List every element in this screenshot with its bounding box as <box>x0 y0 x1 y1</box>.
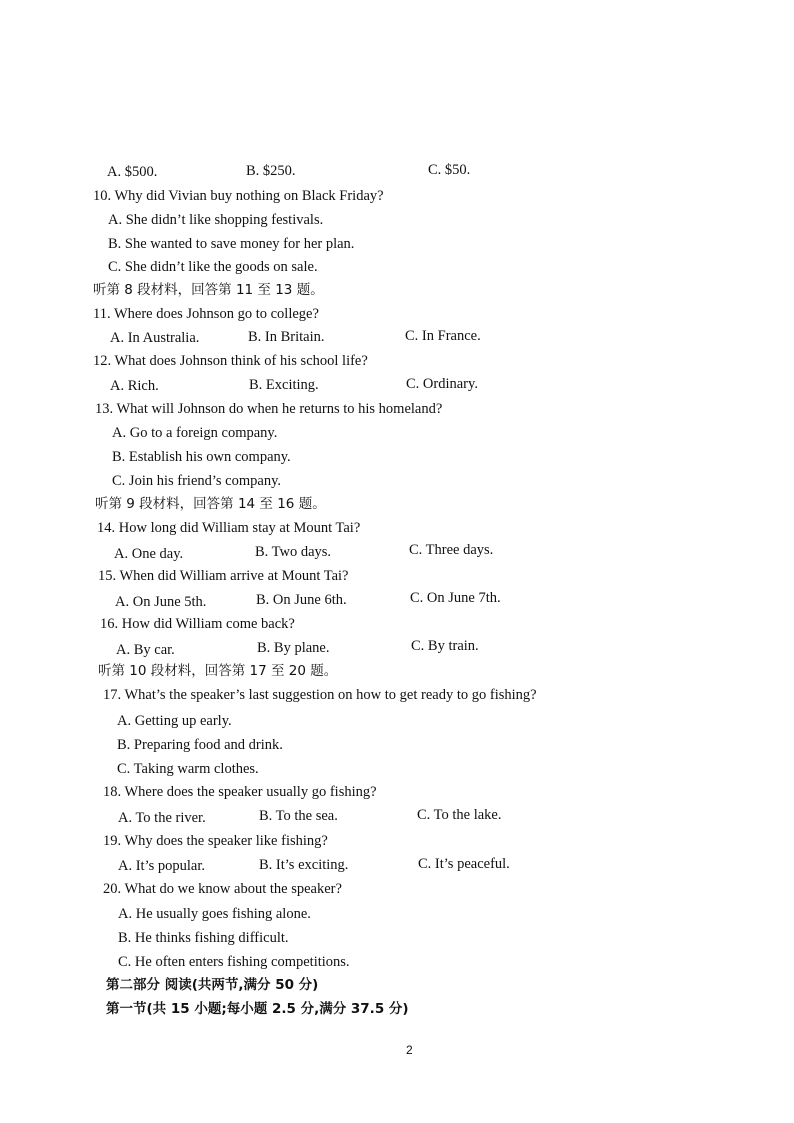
q16-option-b: B. By plane. <box>257 640 330 656</box>
q14-option-c: C. Three days. <box>409 542 494 558</box>
q19-option-a: A. It’s popular. <box>118 858 205 874</box>
q18-option-b: B. To the sea. <box>259 808 338 824</box>
q12-option-c: C. Ordinary. <box>406 376 478 392</box>
q19-option-b: B. It’s exciting. <box>259 857 349 873</box>
q18-option-c: C. To the lake. <box>417 807 502 823</box>
q13-option-c: C. Join his friend’s company. <box>112 473 282 489</box>
section-9-instruction: 听第 9 段材料，回答第 14 至 16 题。 <box>95 496 326 512</box>
q13-option-a: A. Go to a foreign company. <box>112 425 278 441</box>
q17-option-a: A. Getting up early. <box>117 713 232 729</box>
q14-option-b: B. Two days. <box>255 544 332 560</box>
q20-option-b: B. He thinks fishing difficult. <box>118 930 289 946</box>
q19-stem: 19. Why does the speaker like fishing? <box>103 833 328 849</box>
q17-option-b: B. Preparing food and drink. <box>117 737 283 753</box>
q14-option-a: A. One day. <box>114 546 184 562</box>
q9-option-a: A. $500. <box>107 164 158 180</box>
q12-option-b: B. Exciting. <box>249 377 319 393</box>
q17-stem: 17. What’s the speaker’s last suggestion on how to get ready to go fishing? <box>103 687 537 703</box>
q11-option-c: C. In France. <box>405 328 481 344</box>
q20-stem: 20. What do we know about the speaker? <box>103 881 342 897</box>
page-number: 2 <box>406 1043 413 1057</box>
part-2-section-1-heading: 第一节(共 15 小题;每小题 2.5 分,满分 37.5 分) <box>106 1001 409 1017</box>
q9-option-b: B. $250. <box>246 163 296 179</box>
q13-stem: 13. What will Johnson do when he returns to his homeland? <box>95 401 443 417</box>
q11-stem: 11. Where does Johnson go to college? <box>93 306 319 322</box>
q15-stem: 15. When did William arrive at Mount Tai? <box>98 568 349 584</box>
q15-option-a: A. On June 5th. <box>115 594 207 610</box>
part-2-heading: 第二部分 阅读(共两节,满分 50 分) <box>106 977 319 993</box>
q10-option-b: B. She wanted to save money for her plan. <box>108 236 355 252</box>
q16-option-a: A. By car. <box>116 642 175 658</box>
q14-stem: 14. How long did William stay at Mount Tai? <box>97 520 361 536</box>
q11-option-b: B. In Britain. <box>248 329 325 345</box>
q16-stem: 16. How did William come back? <box>100 616 295 632</box>
q19-option-c: C. It’s peaceful. <box>418 856 510 872</box>
q9-option-c: C. $50. <box>428 162 471 178</box>
q10-stem: 10. Why did Vivian buy nothing on Black Friday? <box>93 188 384 204</box>
q12-option-a: A. Rich. <box>110 378 159 394</box>
q12-stem: 12. What does Johnson think of his school life? <box>93 353 368 369</box>
q17-option-c: C. Taking warm clothes. <box>117 761 259 777</box>
q20-option-c: C. He often enters fishing competitions. <box>118 954 350 970</box>
q15-option-b: B. On June 6th. <box>256 592 347 608</box>
q20-option-a: A. He usually goes fishing alone. <box>118 906 311 922</box>
q10-option-c: C. She didn’t like the goods on sale. <box>108 259 318 275</box>
q18-stem: 18. Where does the speaker usually go fishing? <box>103 784 377 800</box>
q15-option-c: C. On June 7th. <box>410 590 501 606</box>
q10-option-a: A. She didn’t like shopping festivals. <box>108 212 324 228</box>
q16-option-c: C. By train. <box>411 638 479 654</box>
section-8-instruction: 听第 8 段材料，回答第 11 至 13 题。 <box>93 282 324 298</box>
q11-option-a: A. In Australia. <box>110 330 200 346</box>
q18-option-a: A. To the river. <box>118 810 206 826</box>
section-10-instruction: 听第 10 段材料，回答第 17 至 20 题。 <box>98 663 338 679</box>
q13-option-b: B. Establish his own company. <box>112 449 291 465</box>
